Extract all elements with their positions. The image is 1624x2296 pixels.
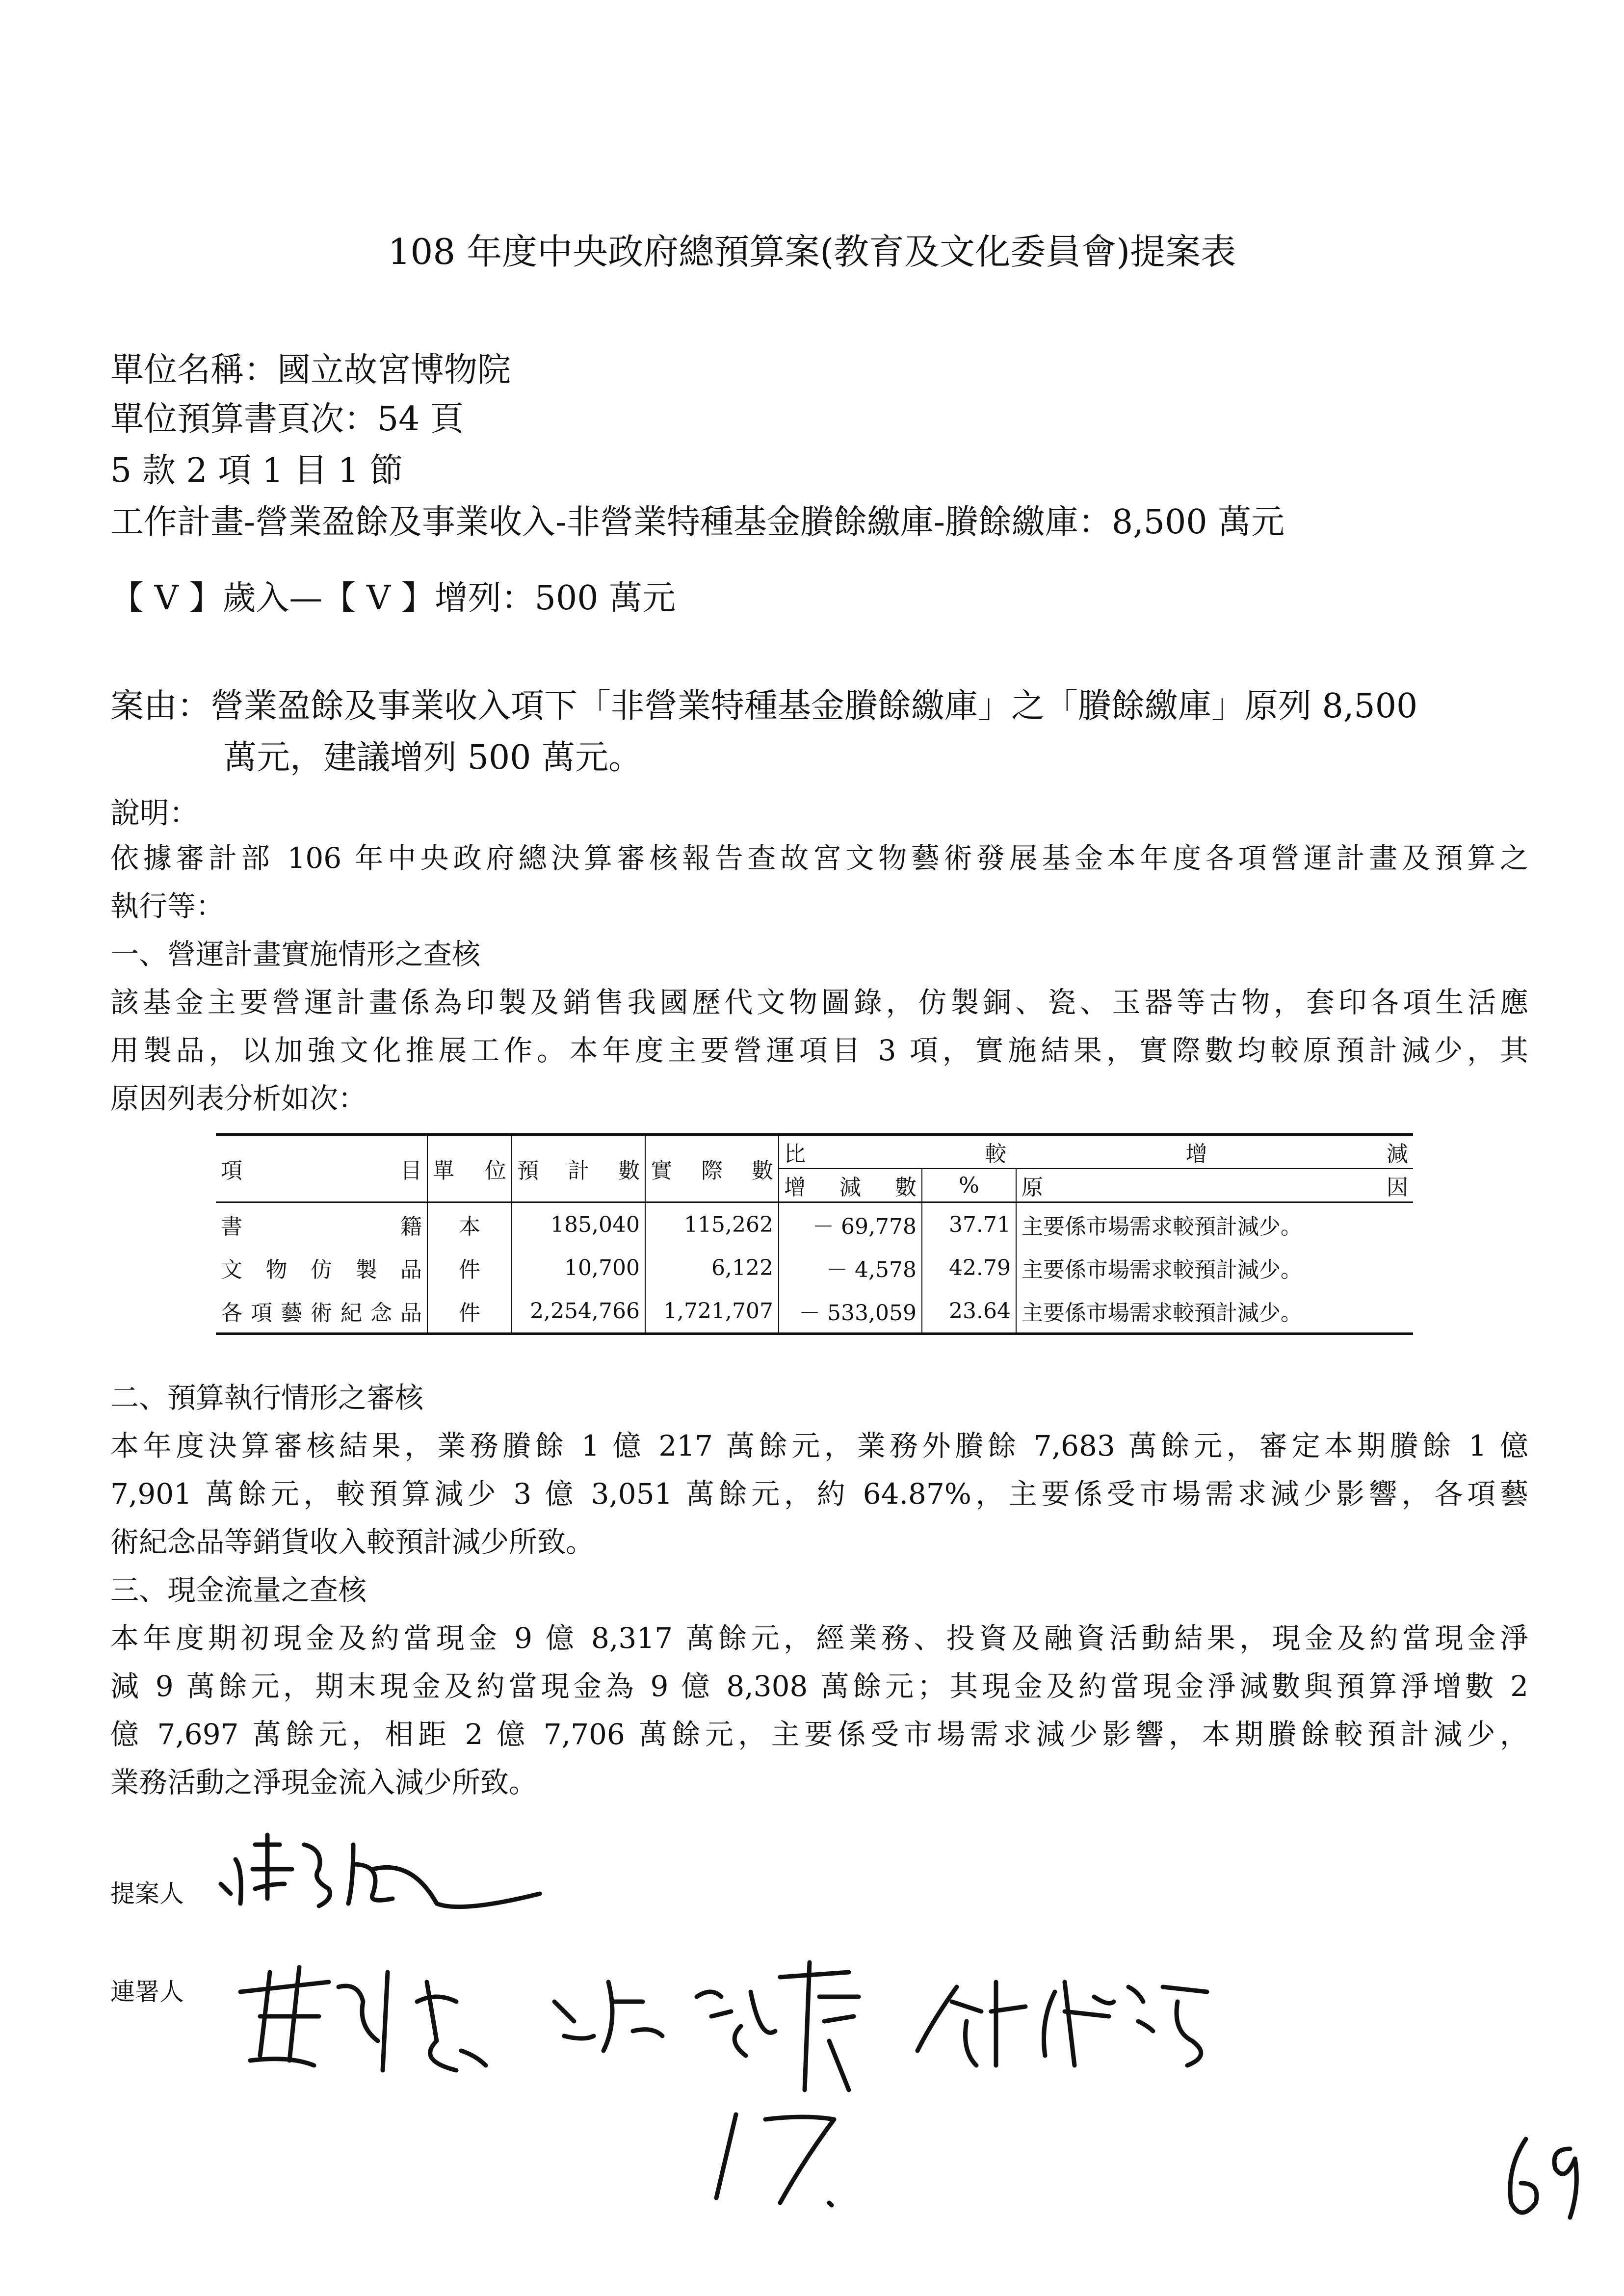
checkbox-line: 【 V 】歲入—【 V 】增列：500 萬元 — [110, 579, 676, 618]
comparison-table — [216, 1133, 1413, 1335]
section3-line-1: 本年度期初現金及約當現金 9 億 8,317 萬餘元，經業務、投資及融資活動結果，現金及約當現金淨 — [110, 1621, 1528, 1655]
row-item-char: 籍 — [400, 1214, 422, 1239]
header-reason-char: 因 — [1387, 1175, 1408, 1200]
header-item-char: 目 — [400, 1158, 422, 1183]
header-comparison-char: 較 — [985, 1142, 1007, 1167]
section1-line-3: 原因列表分析如次： — [110, 1082, 367, 1115]
header-actual-char: 際 — [701, 1158, 723, 1183]
row-unit: 本 — [427, 1202, 512, 1247]
row-percent: 37.71 — [922, 1202, 1016, 1247]
intro-paragraph — [110, 834, 1528, 1122]
page-title: 108 年度中央政府總預算案(教育及文化委員會)提案表 — [388, 231, 1236, 272]
section2-line-1: 本年度決算審核結果，業務賸餘 1 億 217 萬餘元，業務外賸餘 7,683 萬餘元，審定本期賸餘 1 億 — [110, 1429, 1528, 1462]
handwritten-number-icon — [707, 2100, 864, 2218]
row-item-char: 品 — [400, 1301, 422, 1326]
row-planned: 185,040 — [512, 1202, 645, 1247]
row-percent: 42.79 — [922, 1246, 1016, 1289]
section1-line-1: 該基金主要營運計畫係為印製及銷售我國歷代文物圖錄，仿製銅、瓷、玉器等古物，套印各項生活應 — [110, 986, 1528, 1019]
proposer-label: 提案人 — [110, 1879, 184, 1908]
header-item — [216, 1135, 427, 1202]
row-item-char: 項 — [251, 1301, 272, 1326]
row-item — [216, 1246, 427, 1289]
row-item — [216, 1202, 427, 1247]
row-change: － 533,059 — [779, 1289, 922, 1334]
table-row — [216, 1202, 1413, 1247]
row-item-char: 術 — [311, 1301, 332, 1326]
section3-line-2: 減 9 萬餘元，期末現金及約當現金為 9 億 8,308 萬餘元；其現金及約當現金淨減數與預算淨增數 2 — [110, 1670, 1528, 1703]
section1-heading: 一、營運計畫實施情形之查核 — [110, 938, 481, 971]
header-planned-char: 計 — [568, 1158, 589, 1183]
section3-line-3: 億 7,697 萬餘元，相距 2 億 7,706 萬餘元，主要係受市場需求減少影響，本期賸餘較預計減少， — [110, 1718, 1528, 1751]
cosigner-signatures — [231, 1943, 1359, 2100]
header-change-char: 減 — [839, 1175, 861, 1200]
explanation-heading: 說明： — [110, 796, 199, 831]
row-change: － 4,578 — [779, 1246, 922, 1289]
header-reason — [1016, 1169, 1413, 1202]
header-reason-char: 原 — [1022, 1175, 1043, 1200]
classification: 5 款 2 項 1 目 1 節 — [110, 451, 403, 490]
row-actual: 1,721,707 — [645, 1289, 779, 1334]
intro-line-1: 依據審計部 106 年中央政府總決算審核報告查故宮文物藝術發展基金本年度各項營運計畫及預算之 — [110, 841, 1528, 875]
row-item-char: 書 — [221, 1214, 242, 1239]
header-comparison-char: 減 — [1386, 1142, 1408, 1167]
row-item-char: 藝 — [281, 1301, 302, 1326]
header-actual — [645, 1135, 779, 1202]
row-percent: 23.64 — [922, 1289, 1016, 1334]
header-item-char: 項 — [221, 1158, 242, 1183]
row-actual: 115,262 — [645, 1202, 779, 1247]
header-unit-char: 單 — [433, 1158, 454, 1183]
section3-line-4: 業務活動之淨現金流入減少所致。 — [110, 1766, 538, 1799]
section2-heading: 二、預算執行情形之審核 — [110, 1381, 424, 1414]
row-item-char: 仿 — [311, 1257, 332, 1282]
row-item-char: 品 — [400, 1257, 422, 1282]
proposer-signature — [206, 1815, 550, 1928]
header-change-char: 數 — [895, 1175, 917, 1200]
row-reason: 主要係市場需求較預計減少。 — [1016, 1202, 1413, 1247]
intro-line-2: 執行等： — [110, 889, 225, 923]
section2-line-2: 7,901 萬餘元，較預算減少 3 億 3,051 萬餘元，約 64.87%，主要係受市場需求減少影響，各項藝 — [110, 1477, 1528, 1511]
header-comparison — [779, 1135, 1413, 1169]
row-item — [216, 1289, 427, 1334]
row-item-char: 文 — [221, 1257, 242, 1282]
unit-name: 單位名稱：國立故宮博物院 — [110, 351, 511, 390]
row-reason: 主要係市場需求較預計減少。 — [1016, 1246, 1413, 1289]
header-comparison-char: 增 — [1185, 1142, 1207, 1167]
row-reason: 主要係市場需求較預計減少。 — [1016, 1289, 1413, 1334]
row-item-char: 各 — [221, 1301, 242, 1326]
section3-heading: 三、現金流量之查核 — [110, 1573, 367, 1607]
sections-2-3 — [110, 1374, 1528, 1806]
page-number-icon — [1496, 2129, 1595, 2227]
header-actual-char: 實 — [651, 1158, 672, 1183]
header-actual-char: 數 — [752, 1158, 773, 1183]
budget-page: 單位預算書頁次：54 頁 — [110, 400, 464, 439]
section2-line-3: 術紀念品等銷貨收入較預計減少所致。 — [110, 1525, 595, 1559]
header-planned — [512, 1135, 645, 1202]
table-row — [216, 1246, 1413, 1289]
table-row — [216, 1289, 1413, 1334]
header-change-char: 增 — [784, 1175, 806, 1200]
header-unit — [427, 1135, 512, 1202]
row-item-char: 製 — [355, 1257, 377, 1282]
case-line-2: 萬元，建議增列 500 萬元。 — [223, 738, 642, 777]
row-planned: 10,700 — [512, 1246, 645, 1289]
row-item-char: 紀 — [341, 1301, 362, 1326]
header-unit-char: 位 — [485, 1158, 506, 1183]
row-actual: 6,122 — [645, 1246, 779, 1289]
header-comparison-char: 比 — [784, 1142, 806, 1167]
row-planned: 2,254,766 — [512, 1289, 645, 1334]
row-unit: 件 — [427, 1246, 512, 1289]
work-plan: 工作計畫-營業盈餘及事業收入-非營業特種基金賸餘繳庫-賸餘繳庫：8,500 萬元 — [110, 503, 1285, 542]
header-change — [779, 1169, 922, 1202]
header-percent: % — [922, 1169, 1016, 1202]
row-change: － 69,778 — [779, 1202, 922, 1247]
cosigner-label: 連署人 — [110, 1978, 184, 2006]
header-planned-char: 預 — [517, 1158, 539, 1183]
header-planned-char: 數 — [618, 1158, 640, 1183]
row-item-char: 念 — [370, 1301, 392, 1326]
case-line-1: 案由：營業盈餘及事業收入項下「非營業特種基金賸餘繳庫」之「賸餘繳庫」原列 8,500 — [110, 687, 1418, 726]
row-item-char: 物 — [265, 1257, 288, 1282]
row-unit: 件 — [427, 1289, 512, 1334]
section1-line-2: 用製品，以加強文化推展工作。本年度主要營運項目 3 項，實施結果，實際數均較原預計減少，其 — [110, 1034, 1528, 1067]
